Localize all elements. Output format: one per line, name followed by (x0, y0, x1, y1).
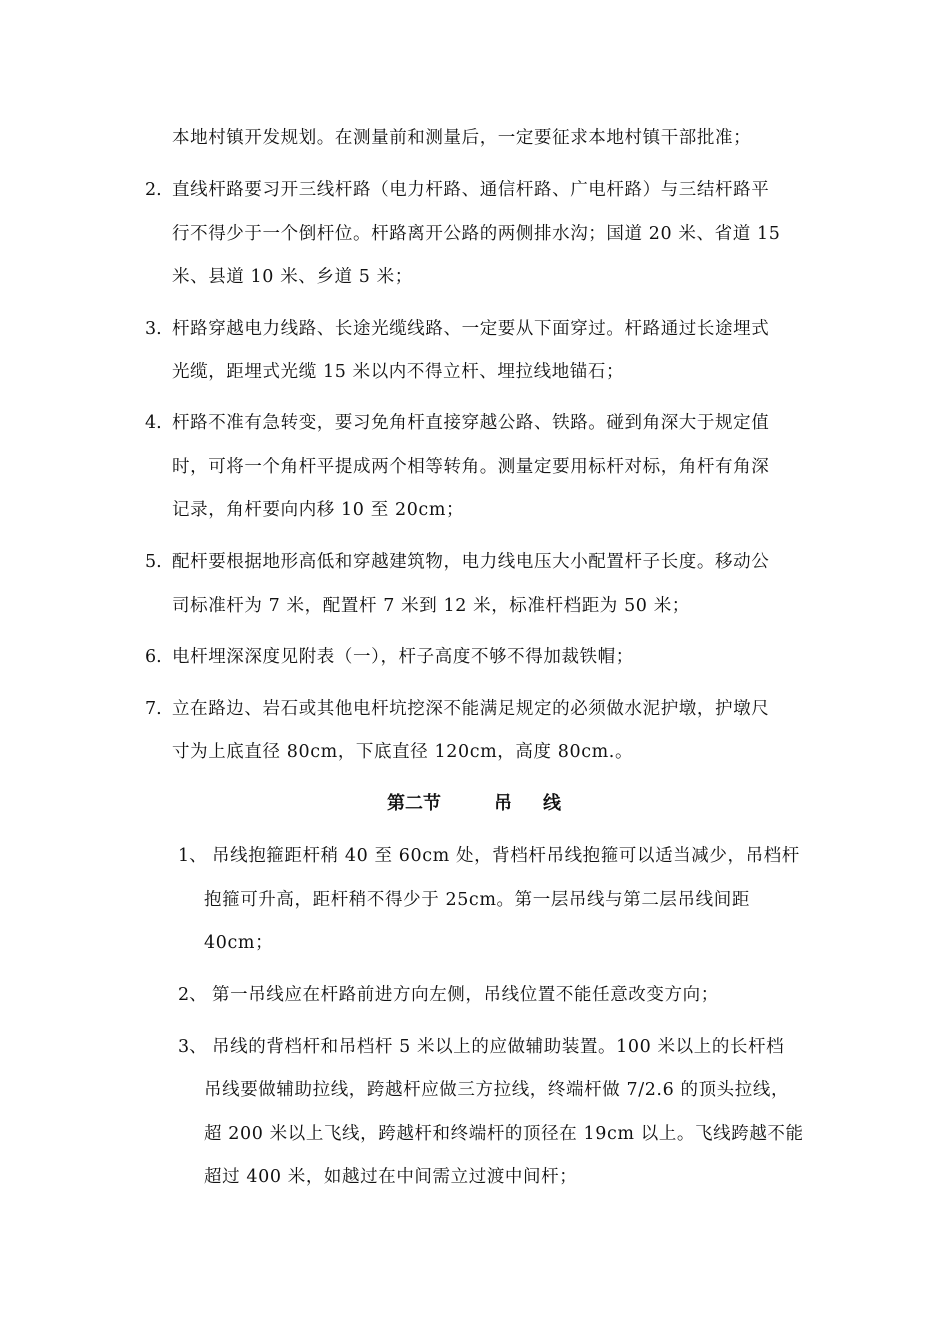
item-number: 1、 (178, 846, 207, 866)
item-text-line: 米、县道 10 米、乡道 5 米； (172, 267, 413, 287)
item-text-line: 吊线要做辅助拉线，跨越杆应做三方拉线，终端杆做 7/2.6 的顶头拉线， (204, 1080, 790, 1100)
paragraph-continuation: 本地村镇开发规划。在测量前和测量后，一定要征求本地村镇干部批准； (172, 128, 752, 148)
item-text-line: 超 200 米以上飞线，跨越杆和终端杆的顶径在 19cm 以上。飞线跨越不能 (204, 1124, 804, 1144)
item-number: 6. (145, 647, 162, 667)
section-heading-word: 吊 (494, 793, 512, 814)
item-text-line: 司标准杆为 7 米，配置杆 7 米到 12 米，标准杆档距为 50 米； (172, 596, 690, 616)
item-number: 5. (145, 552, 162, 572)
item-text-line: 记录，角杆要向内移 10 至 20cm； (172, 500, 465, 520)
section-heading-word: 线 (543, 793, 561, 814)
item-number: 4. (145, 413, 162, 433)
item-text-line: 杆路不准有急转变，要习免角杆直接穿越公路、铁路。碰到角深大于规定值 (172, 413, 770, 433)
item-text-line: 时，可将一个角杆平提成两个相等转角。测量定要用标杆对标，角杆有角深 (172, 457, 770, 477)
item-text-line: 40cm； (204, 933, 274, 953)
item-text-line: 超过 400 米，如越过在中间需立过渡中间杆； (204, 1167, 578, 1187)
item-text-line: 光缆，距埋式光缆 15 米以内不得立杆、埋拉线地锚石； (172, 362, 625, 382)
item-text-line: 行不得少于一个倒杆位。杆路离开公路的两侧排水沟；国道 20 米、省道 15 (172, 224, 781, 244)
item-text-line: 寸为上底直径 80cm，下底直径 120cm，高度 80cm.。 (172, 742, 634, 762)
item-text-line: 第一吊线应在杆路前进方向左侧，吊线位置不能任意改变方向； (212, 985, 719, 1005)
section-heading-number: 第二节 (387, 793, 441, 814)
item-text-line: 立在路边、岩石或其他电杆坑挖深不能满足规定的必须做水泥护墩，护墩尺 (172, 699, 770, 719)
item-number: 7. (145, 699, 162, 719)
item-text-line: 吊线的背档杆和吊档杆 5 米以上的应做辅助装置。100 米以上的长杆档 (212, 1037, 785, 1057)
item-number: 2. (145, 180, 162, 200)
item-number: 3、 (178, 1037, 207, 1057)
item-text-line: 直线杆路要习开三线杆路（电力杆路、通信杆路、广电杆路）与三结杆路平 (172, 180, 770, 200)
item-text-line: 配杆要根据地形高低和穿越建筑物，电力线电压大小配置杆子长度。移动公 (172, 552, 770, 572)
item-text-line: 杆路穿越电力线路、长途光缆线路、一定要从下面穿过。杆路通过长途埋式 (172, 319, 770, 339)
item-text-line: 电杆埋深深度见附表（一），杆子高度不够不得加裁铁帽； (172, 647, 634, 667)
item-text-line: 吊线抱箍距杆稍 40 至 60cm 处，背档杆吊线抱箍可以适当减少，吊档杆 (212, 846, 800, 866)
item-text-line: 抱箍可升高，距杆稍不得少于 25cm。第一层吊线与第二层吊线间距 (204, 890, 750, 910)
item-number: 3. (145, 319, 162, 339)
item-number: 2、 (178, 985, 207, 1005)
